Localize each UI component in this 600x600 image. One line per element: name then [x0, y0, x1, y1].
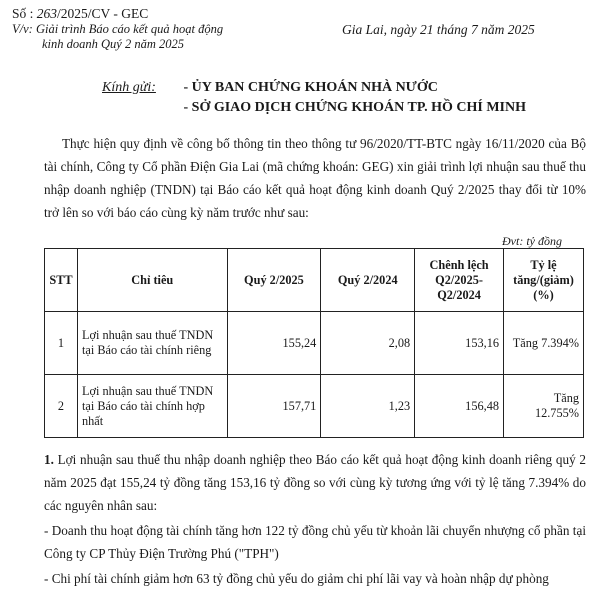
recipients-label: Kính gửi:: [102, 80, 156, 95]
header-q2-2024: Quý 2/2024: [321, 249, 415, 312]
subject-line: V/v: Giải trình Báo cáo kết quả hoạt động kinh doanh Quý 2 năm 2025: [12, 22, 224, 51]
recipients-block: [102, 78, 526, 118]
handwritten-number: 263: [36, 6, 58, 21]
table-row: [45, 312, 584, 375]
header-stt: STT: [45, 249, 78, 312]
header-diff: Chênh lệch Q2/2025- Q2/2024: [415, 249, 504, 312]
header-indicator: Chỉ tiêu: [77, 249, 227, 312]
row-stt: 2: [45, 375, 78, 438]
profit-table: [44, 248, 584, 438]
row-indicator: Lợi nhuận sau thuế TNDN tại Báo cáo tài chính hợp nhất: [77, 375, 227, 438]
row-q2-2025: 155,24: [227, 312, 321, 375]
place-date: Gia Lai, ngày 21 tháng 7 năm 2025: [342, 22, 535, 37]
table-header-row: [45, 249, 584, 312]
recipient-2: - SỞ GIAO DỊCH CHỨNG KHOÁN TP. HỒ CHÍ MINH: [183, 100, 527, 115]
row-ratio: Tăng 7.394%: [504, 312, 584, 375]
row-ratio: Tăng 12.755%: [504, 375, 584, 438]
row-q2-2025: 157,71: [227, 375, 321, 438]
row-q2-2024: 2,08: [321, 312, 415, 375]
explanation-body: [44, 448, 586, 592]
document-number: Số : 263/2025/CV - GEC: [12, 6, 149, 21]
unit-label: Đvt: tỷ đồng: [502, 234, 562, 248]
row-diff: 156,48: [415, 375, 504, 438]
row-q2-2024: 1,23: [321, 375, 415, 438]
recipient-1: - ỦY BAN CHỨNG KHOÁN NHÀ NƯỚC: [183, 80, 438, 95]
table-row: [45, 375, 584, 438]
header-q2-2025: Quý 2/2025: [227, 249, 321, 312]
header-ratio: Tỷ lệ tăng/(giảm) (%): [504, 249, 584, 312]
row-diff: 153,16: [415, 312, 504, 375]
intro-paragraph: Thực hiện quy định về công bố thông tin theo thông tư 96/2020/TT-BTC ngày 16/11/2020 của Bộ tài chính, Công ty Cổ phần Điện Gia Lai (mã chứng khoán: GEG) xin giải trình lợi nhuận sau thuế thu nhập doanh nghiệp (TNDN) tại Báo cáo kết quả hoạt động kinh doanh Quý 2/2025 thay đổi từ 10% trở lên so với báo cáo cùng kỳ năm trước như sau:: [44, 136, 586, 220]
explanation-paragraph-2: - Doanh thu hoạt động tài chính tăng hơn 122 tỷ đồng chủ yếu từ khoản lãi chuyển nhượng cổ phần tại Công ty CP Thủy Điện Trường Phú ("TPH"): [44, 523, 586, 561]
row-stt: 1: [45, 312, 78, 375]
explanation-paragraph-1: 1. Lợi nhuận sau thuế thu nhập doanh nghiệp theo Báo cáo kết quả hoạt động kinh doanh riêng quý 2 năm 2025 đạt 155,24 tỷ đồng tăng 153,16 tỷ đồng so với cùng kỳ tương ứng với tỷ lệ tăng 7.394% do các nguyên nhân sau:: [44, 452, 586, 513]
row-indicator: Lợi nhuận sau thuế TNDN tại Báo cáo tài chính riêng: [77, 312, 227, 375]
explanation-paragraph-3: - Chi phí tài chính giảm hơn 63 tỷ đồng chủ yếu do giảm chi phí lãi vay và hoàn nhập dự phòng: [44, 571, 549, 586]
